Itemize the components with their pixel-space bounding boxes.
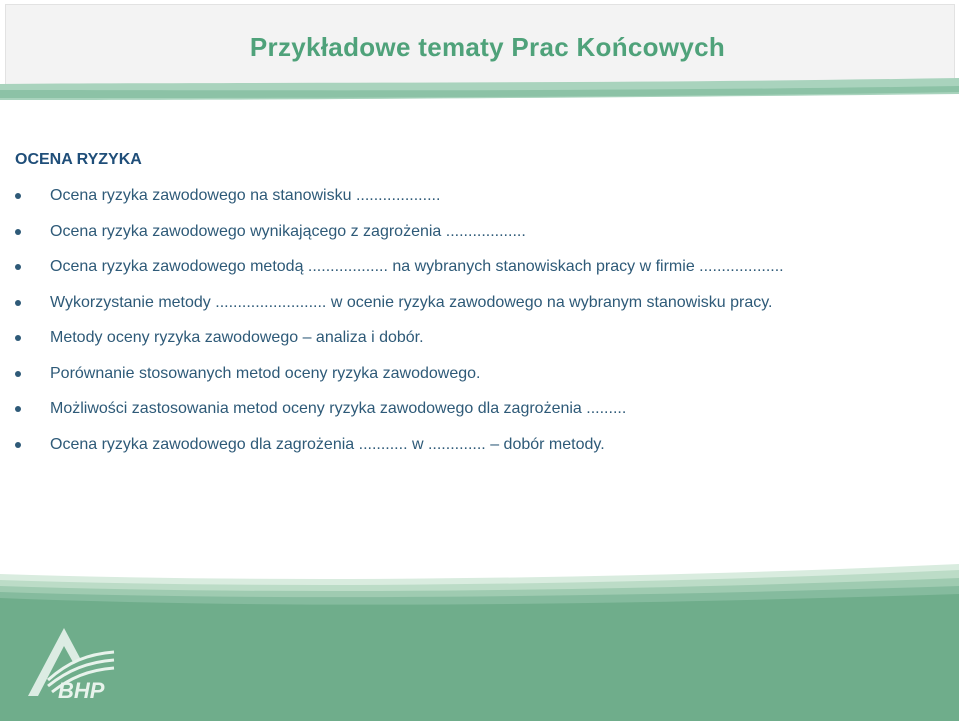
bullet-icon <box>15 229 21 235</box>
topic-text: Ocena ryzyka zawodowego metodą .................. na wybranych stanowiskach pracy w firmie ................... <box>50 258 784 275</box>
topic-text: Porównanie stosowanych metod oceny ryzyka zawodowego. <box>50 364 481 382</box>
topic-text: Metody oceny ryzyka zawodowego – analiza i dobór. <box>50 329 424 346</box>
bullet-icon <box>15 193 21 199</box>
list-item <box>15 364 945 400</box>
list-item <box>15 186 945 222</box>
logo-text: BHP <box>58 678 105 703</box>
list-item <box>15 257 945 293</box>
list-item <box>15 328 945 364</box>
list-item <box>15 399 945 435</box>
topic-text: Możliwości zastosowania metod oceny ryzyka zawodowego dla zagrożenia ......... <box>50 400 627 417</box>
bullet-icon <box>15 406 21 412</box>
list-item <box>15 293 945 329</box>
topic-text: Ocena ryzyka zawodowego na stanowisku ................... <box>50 187 441 204</box>
topic-list <box>15 186 945 470</box>
bullet-icon <box>15 300 21 306</box>
footer-wave-decoration <box>0 560 959 721</box>
section-heading: OCENA RYZYKA <box>15 151 142 168</box>
bullet-icon <box>15 335 21 341</box>
bullet-icon <box>15 442 21 448</box>
topic-text: Wykorzystanie metody ......................... w ocenie ryzyka zawodowego na wybranym stanowisku pracy. <box>50 293 773 311</box>
bhp-logo-icon <box>22 624 122 704</box>
page-title: Przykładowe tematy Prac Końcowych <box>249 32 726 62</box>
topic-text: Ocena ryzyka zawodowego dla zagrożenia ........... w ............. – dobór metody. <box>50 435 605 453</box>
bullet-icon <box>15 371 21 377</box>
list-item <box>15 222 945 258</box>
topic-text: Ocena ryzyka zawodowego wynikającego z zagrożenia .................. <box>50 222 526 240</box>
header-wave-decoration <box>0 70 959 110</box>
list-item <box>15 435 945 471</box>
bullet-icon <box>15 264 21 270</box>
